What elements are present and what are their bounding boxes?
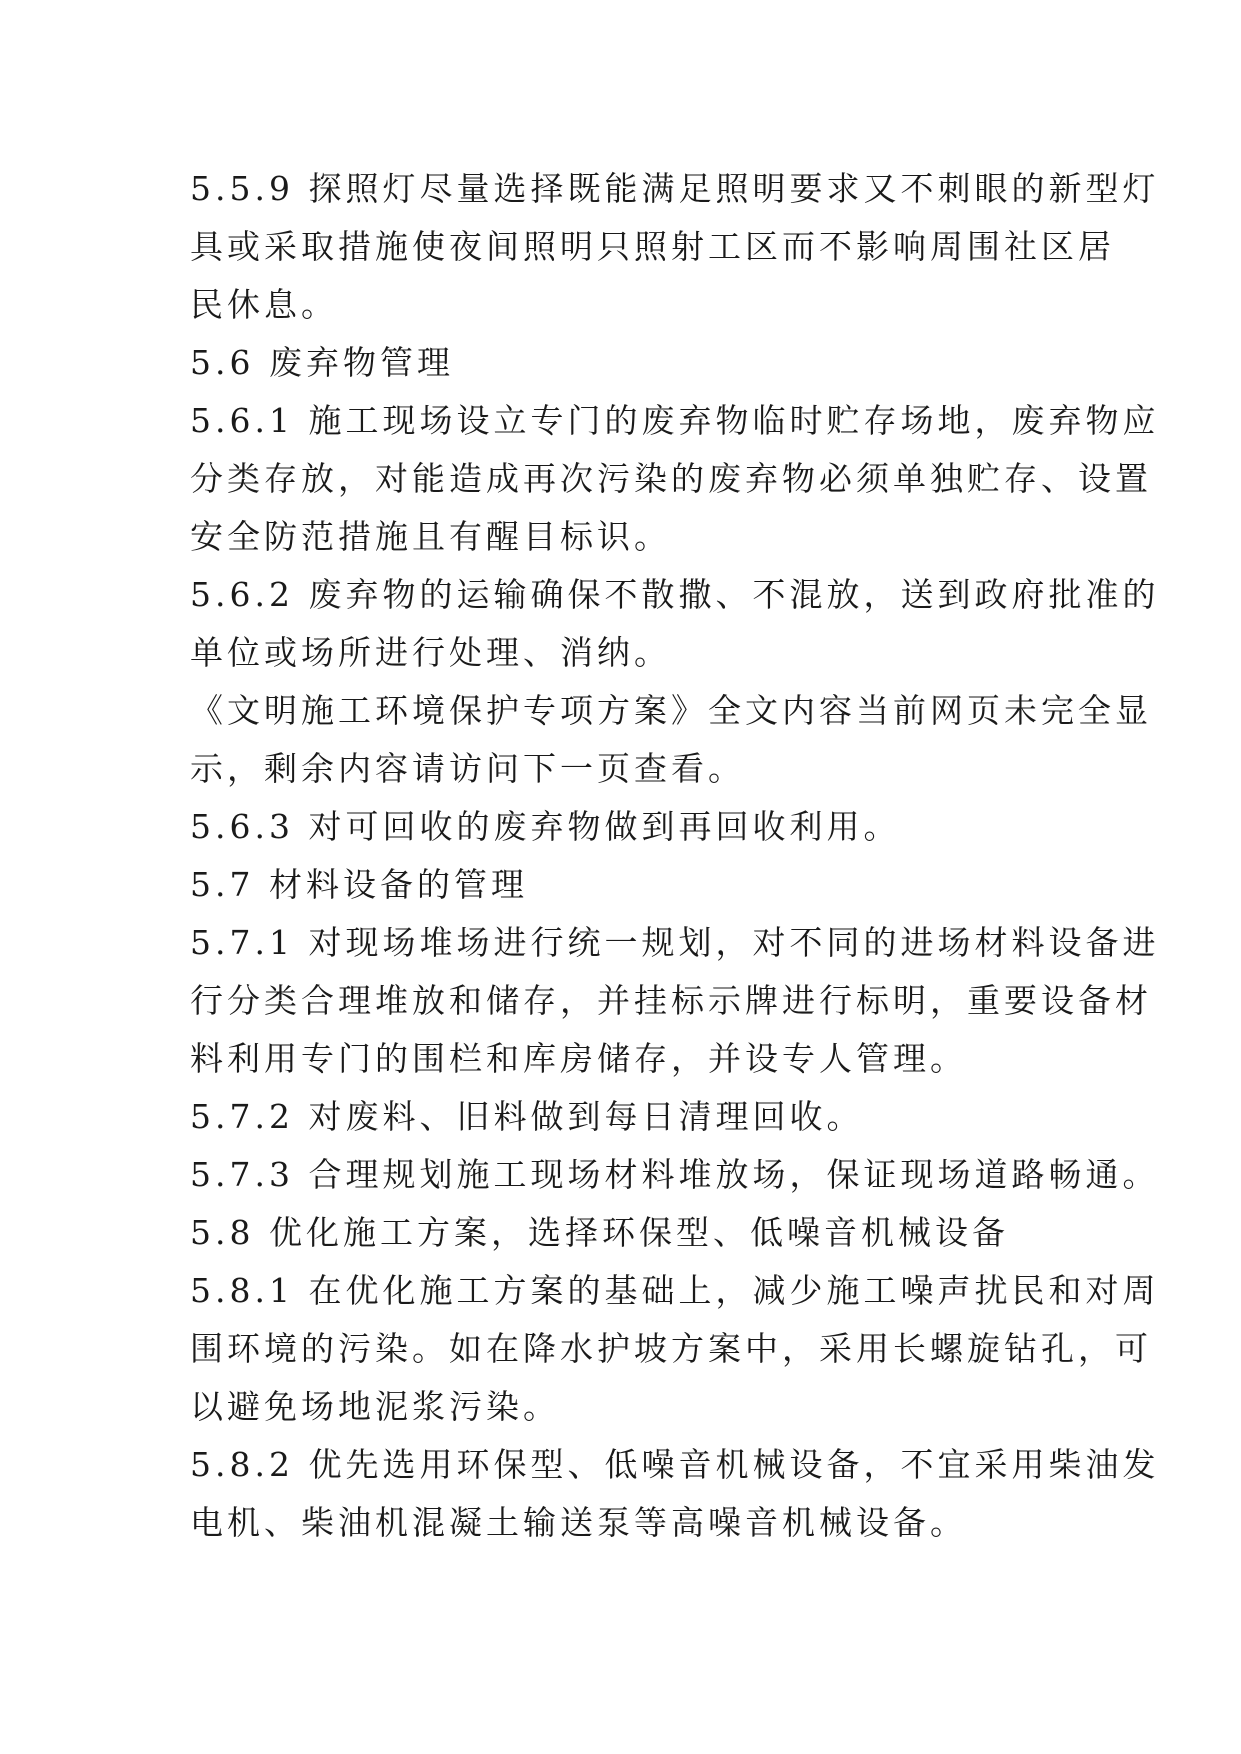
text-line: 安全防范措施且有醒目标识。 bbox=[190, 517, 671, 556]
text-line: 以避免场地泥浆污染。 bbox=[190, 1387, 560, 1426]
text-line: 5.8.1 在优化施工方案的基础上，减少施工噪声扰民和对周 bbox=[190, 1271, 1160, 1310]
text-line: 5.6.1 施工现场设立专门的废弃物临时贮存场地，废弃物应 bbox=[190, 401, 1160, 440]
text-line: 5.6.2 废弃物的运输确保不散撒、不混放，送到政府批准的 bbox=[190, 575, 1160, 614]
text-line: 5.8.2 优先选用环保型、低噪音机械设备，不宜采用柴油发 bbox=[190, 1445, 1160, 1484]
text-line: 5.6.3 对可回收的废弃物做到再回收利用。 bbox=[190, 807, 901, 846]
section-heading: 5.6 废弃物管理 bbox=[190, 343, 454, 382]
text-line: 分类存放，对能造成再次污染的废弃物必须单独贮存、设置 bbox=[190, 459, 1152, 498]
section-heading: 5.7 材料设备的管理 bbox=[190, 865, 528, 904]
text-line: 5.7.2 对废料、旧料做到每日清理回收。 bbox=[190, 1097, 864, 1136]
notice-line: 《文明施工环境保护专项方案》全文内容当前网页未完全显 bbox=[190, 691, 1152, 730]
notice-line: 示，剩余内容请访问下一页查看。 bbox=[190, 749, 745, 788]
text-line: 电机、柴油机混凝土输送泵等高噪音机械设备。 bbox=[190, 1503, 967, 1542]
text-line: 5.7.1 对现场堆场进行统一规划，对不同的进场材料设备进 bbox=[190, 923, 1160, 962]
text-line: 5.5.9 探照灯尽量选择既能满足照明要求又不刺眼的新型灯 bbox=[190, 169, 1160, 208]
section-heading: 5.8 优化施工方案，选择环保型、低噪音机械设备 bbox=[190, 1213, 1009, 1252]
text-line: 围环境的污染。如在降水护坡方案中，采用长螺旋钻孔，可 bbox=[190, 1329, 1152, 1368]
text-line: 单位或场所进行处理、消纳。 bbox=[190, 633, 671, 672]
document-body bbox=[190, 160, 1160, 1552]
text-line: 5.7.3 合理规划施工现场材料堆放场，保证现场道路畅通。 bbox=[190, 1155, 1160, 1194]
text-line: 行分类合理堆放和储存，并挂标示牌进行标明，重要设备材 bbox=[190, 981, 1152, 1020]
text-line: 具或采取措施使夜间照明只照射工区而不影响周围社区居 bbox=[190, 227, 1115, 266]
text-line: 民休息。 bbox=[190, 285, 338, 324]
text-line: 料利用专门的围栏和库房储存，并设专人管理。 bbox=[190, 1039, 967, 1078]
